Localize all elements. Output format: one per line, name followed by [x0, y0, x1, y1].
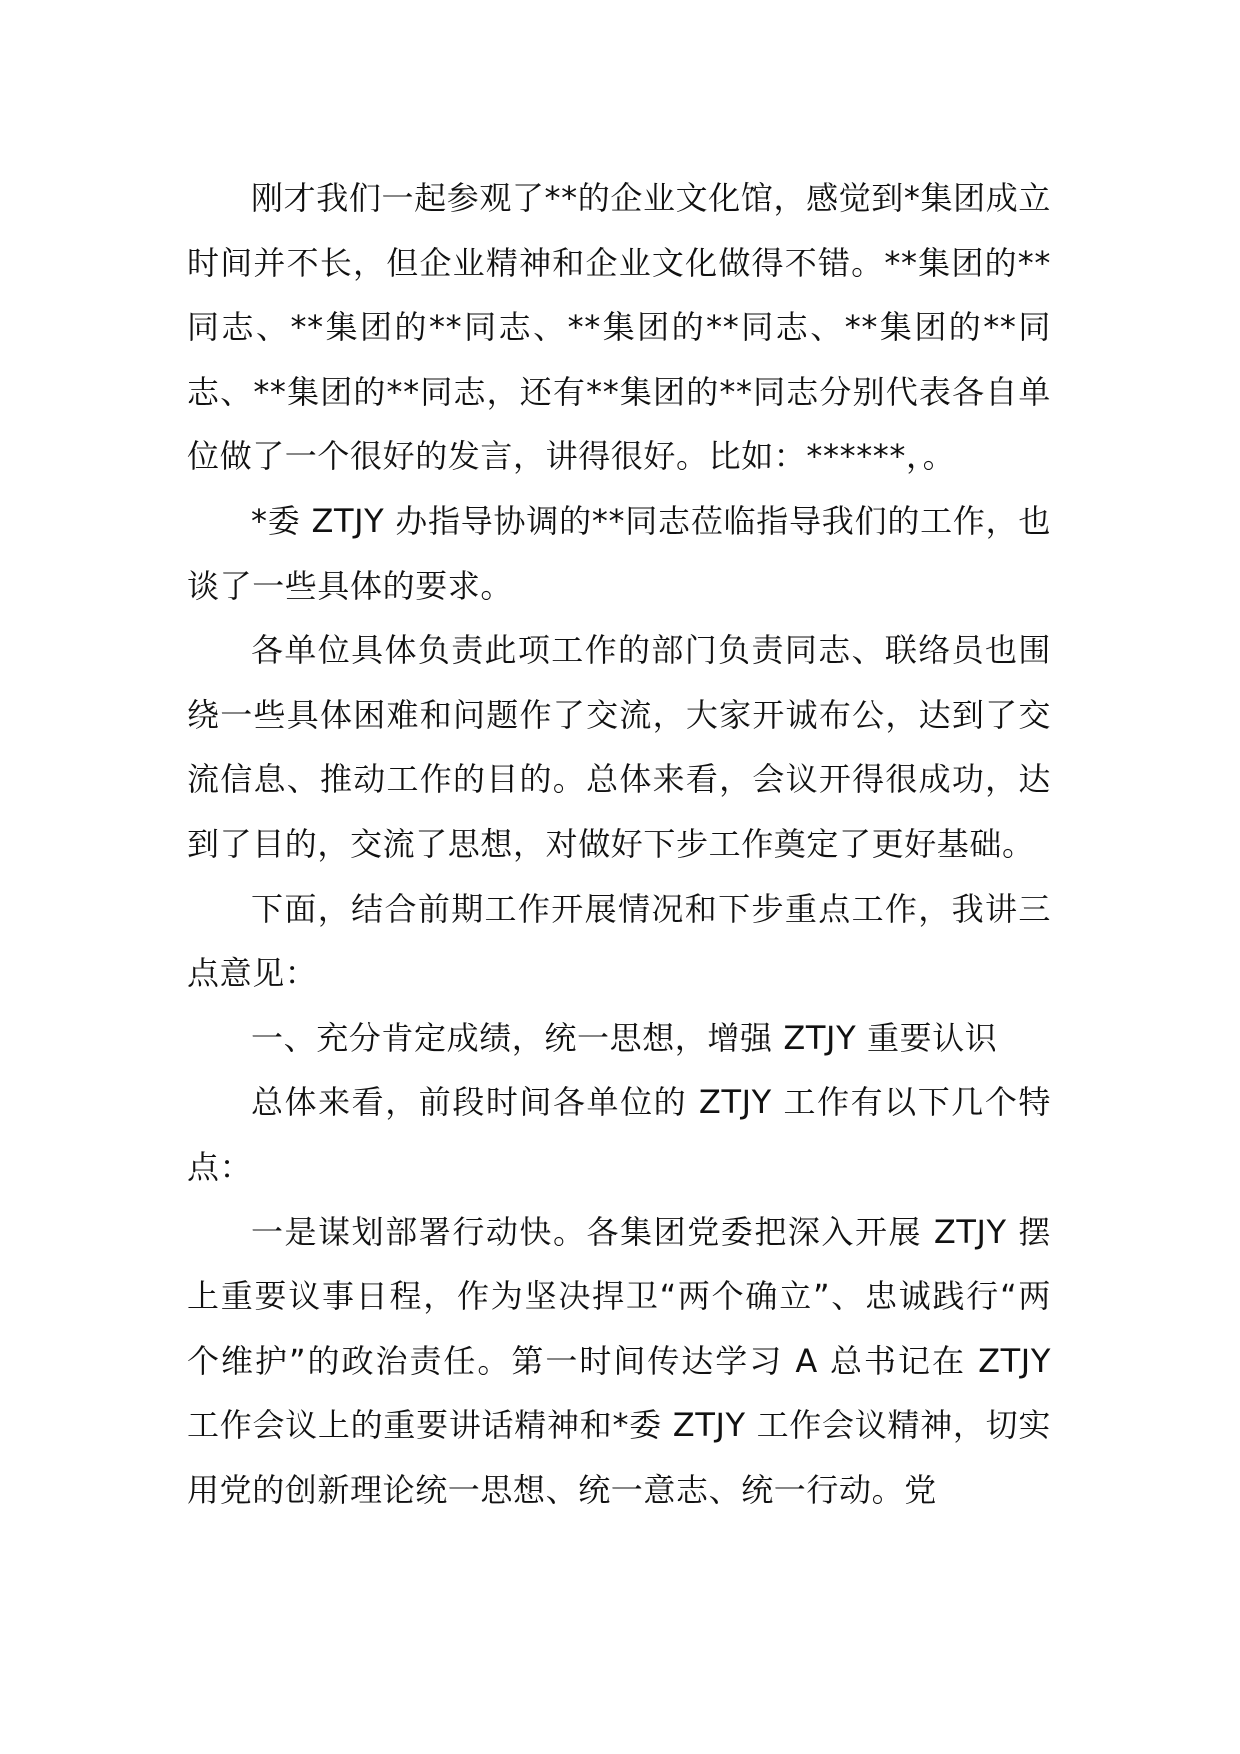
paragraph-three-points-intro: 下面，结合前期工作开展情况和下步重点工作，我讲三点意见：: [187, 889, 1051, 993]
section-heading-one: 一、充分肯定成绩，统一思想，增强 ZTJY 重要认识: [251, 1018, 998, 1057]
paragraph-feature-one: 一是谋划部署行动快。各集团党委把深入开展 ZTJY 摆上重要议事日程，作为坚决捍卫“两个确立”、忠诚践行“两个维护”的政治责任。第一时间传达学习 A 总书记在 ZTJY 工作会议上的重要讲话精神和*委 ZTJY 工作会议精神，切实用党的创新理论统一思想、统一意志、统一行动。党: [187, 1212, 1051, 1509]
paragraph-guidance: *委 ZTJY 办指导协调的**同志莅临指导我们的工作，也谈了一些具体的要求。: [187, 501, 1051, 605]
document-body: [187, 166, 1051, 1522]
paragraph-exchange: 各单位具体负责此项工作的部门负责同志、联络员也围绕一些具体困难和问题作了交流，大家开诚布公，达到了交流信息、推动工作的目的。总体来看，会议开得很成功，达到了目的，交流了思想，对做好下步工作奠定了更好基础。: [187, 631, 1051, 863]
paragraph-visit-summary: 刚才我们一起参观了**的企业文化馆，感觉到*集团成立时间并不长，但企业精神和企业文化做得不错。**集团的**同志、**集团的**同志、**集团的**同志、**集团的**同志、**集团的**同志，还有**集团的**同志分别代表各自单位做了一个很好的发言，讲得很好。比如：******，。: [187, 179, 1051, 476]
paragraph-features-intro: 总体来看，前段时间各单位的 ZTJY 工作有以下几个特点：: [187, 1083, 1051, 1186]
